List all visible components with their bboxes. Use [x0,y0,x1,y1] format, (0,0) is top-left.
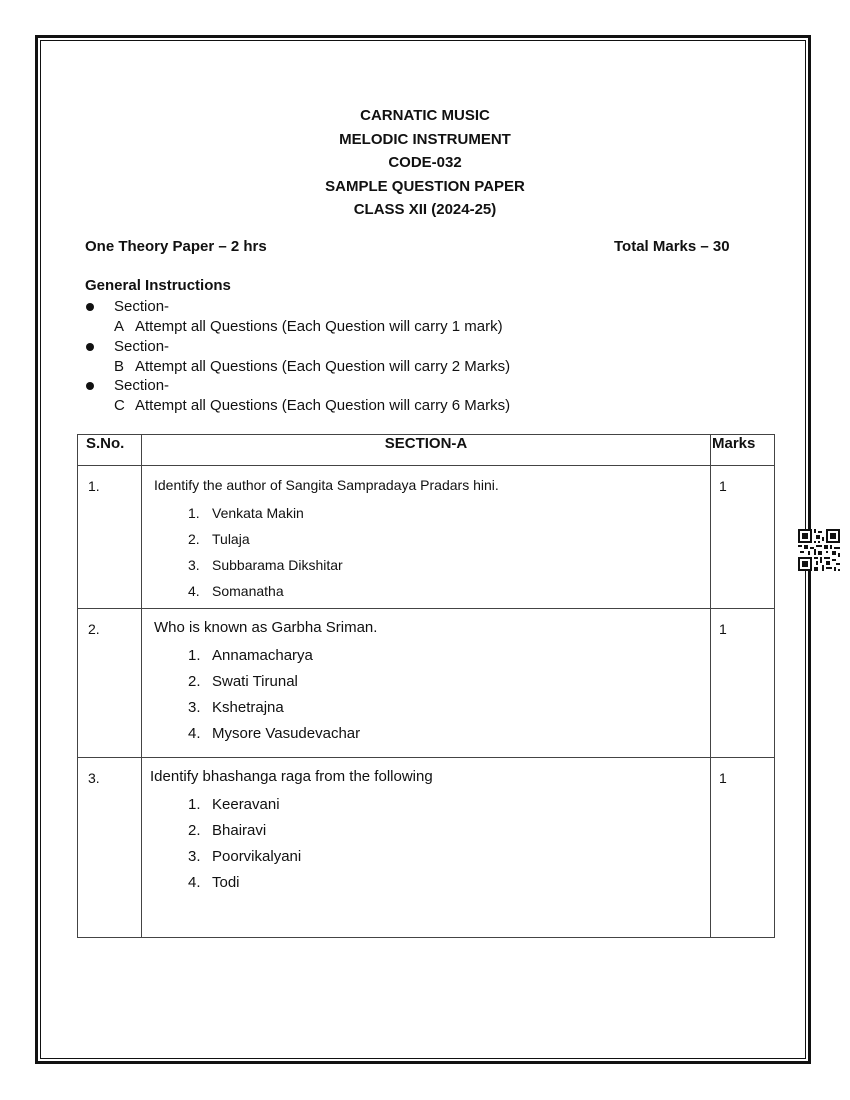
option-text: Annamacharya [212,647,313,664]
document-header [0,104,850,222]
options-list [154,500,710,604]
total-marks: Total Marks – 30 [614,238,730,255]
option-item [188,552,710,578]
question-text: Identify the author of Sangita Sampradaya Pradars hini. [154,477,499,493]
option-number: 1. [188,647,201,664]
option-text: Bhairavi [212,822,267,839]
option-number: 2. [188,673,201,690]
option-item [188,792,710,818]
question-number: 1. [78,466,142,609]
option-item [188,870,710,896]
question-cell [142,609,711,758]
option-item [188,578,710,604]
option-text: Tulaja [212,531,250,547]
column-header-sno: S.No. [78,435,142,466]
options-list [154,643,710,747]
question-marks: 1 [711,758,775,938]
option-number: 4. [188,874,201,891]
question-number: 2. [78,609,142,758]
option-text: Todi [212,874,240,891]
option-number: 3. [188,557,200,573]
bullet-icon [86,303,94,311]
option-number: 4. [188,725,201,742]
general-instructions-title: General Instructions [85,277,231,294]
option-item [188,526,710,552]
option-text: Somanatha [212,583,284,599]
bullet-icon [86,343,94,351]
option-item [188,721,710,747]
question-text: Identify bhashanga raga from the following [150,768,433,785]
options-list [150,792,710,896]
question-text: Who is known as Garbha Sriman. [154,619,378,636]
option-text: Poorvikalyani [212,848,302,865]
option-item [188,643,710,669]
question-marks: 1 [711,609,775,758]
option-number: 4. [188,583,200,599]
bullet-icon [86,382,94,390]
class-year: CLASS XII (2024-25) [353,201,497,218]
table-row [78,609,775,758]
option-item [188,844,710,870]
instruction-section: Section-C [114,377,170,414]
option-number: 2. [188,822,201,839]
instruction-detail: Attempt all Questions (Each Question will carry 6 Marks) [135,397,511,414]
option-text: Keeravani [212,796,280,813]
option-number: 1. [188,505,200,521]
subject-title: CARNATIC MUSIC [360,107,490,124]
option-number: 2. [188,531,200,547]
instruction-detail: Attempt all Questions (Each Question will carry 1 mark) [135,318,503,335]
instruction-detail: Attempt all Questions (Each Question will carry 2 Marks) [135,357,511,375]
paper-duration: One Theory Paper – 2 hrs [85,238,267,255]
paper-type: SAMPLE QUESTION PAPER [325,177,525,195]
subject-subtitle: MELODIC INSTRUMENT [339,130,511,148]
option-number: 3. [188,699,201,716]
qr-code-icon [798,529,840,571]
option-item [188,695,710,721]
question-cell [142,758,711,938]
table-row [78,466,775,609]
question-marks: 1 [711,466,775,609]
option-item [188,500,710,526]
table-row [78,758,775,938]
subject-code: CODE-032 [388,154,462,171]
option-text: Subbarama Dikshitar [212,557,343,573]
column-header-marks: Marks [711,435,775,466]
table-header-row [78,435,775,466]
instruction-section: Section-B [114,337,170,375]
option-text: Swati Tirunal [212,673,298,690]
question-number: 3. [78,758,142,938]
option-text: Kshetrajna [212,699,284,716]
instruction-section: Section-A [114,298,170,335]
option-text: Mysore Vasudevachar [212,725,361,742]
option-item [188,818,710,844]
option-text: Venkata Makin [212,505,304,521]
option-number: 3. [188,848,201,865]
question-cell [142,466,711,609]
question-table [77,434,775,938]
column-header-section: SECTION-A [142,435,711,466]
option-number: 1. [188,796,201,813]
option-item [188,669,710,695]
